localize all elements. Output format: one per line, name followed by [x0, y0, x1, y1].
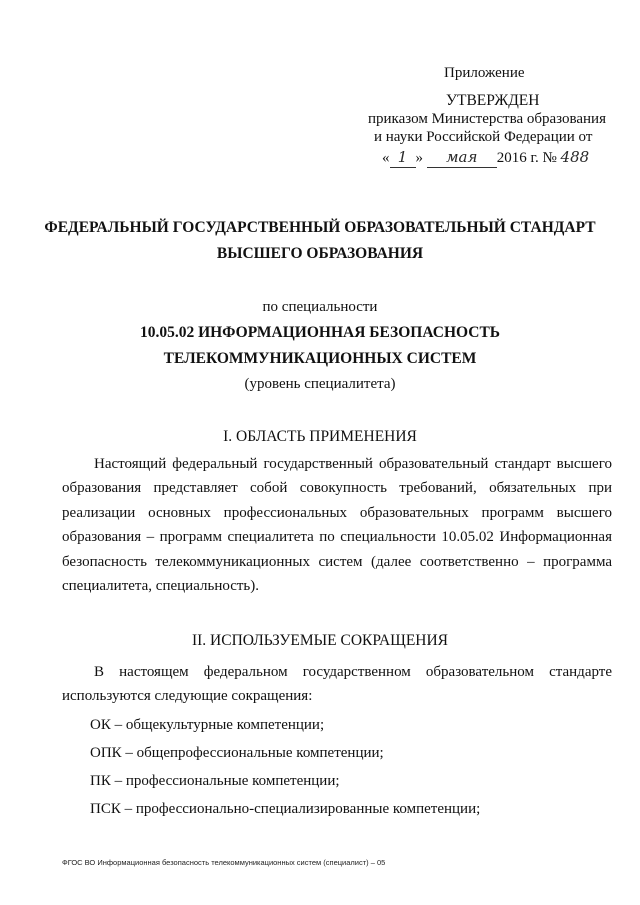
appendix-label: Приложение [444, 65, 525, 81]
date-year-number-label: 2016 г. № [496, 150, 557, 166]
date-close-quote: » [415, 150, 423, 166]
document-title-line-1: ФЕДЕРАЛЬНЫЙ ГОСУДАРСТВЕННЫЙ ОБРАЗОВАТЕЛЬНЫЙ СТАНДАРТ [44, 219, 596, 236]
specialty-name-line-1: 10.05.02 ИНФОРМАЦИОННАЯ БЕЗОПАСНОСТЬ [139, 324, 501, 341]
list-item: ОК – общекультурные компетенции; [90, 717, 325, 733]
list-item: ОПК – общепрофессиональные компетенции; [90, 745, 384, 761]
section-2-intro: В настоящем федеральном государственном образовательном стандарте используются следующие сокращения: [62, 664, 612, 705]
handwritten-month: мая [427, 148, 497, 168]
section-2-heading: II. ИСПОЛЬЗУЕМЫЕ СОКРАЩЕНИЯ [191, 632, 449, 649]
handwritten-day: 1 [390, 148, 416, 168]
section-1-text: Настоящий федеральный государственный образовательный стандарт высшего образования представляет собой совокупность требований, обязательных при реализации основных профессиональных образовательных программ высшего образования – программ специалитета по специальности 10.05.02 Информационная безопасность телекоммуникационных систем (далее соответственно – программа специалитета, специальность). [62, 456, 612, 595]
approval-line-1: приказом Министерства образования [368, 111, 606, 127]
document-title-line-2: ВЫСШЕГО ОБРАЗОВАНИЯ [216, 245, 424, 262]
section-1-heading: I. ОБЛАСТЬ ПРИМЕНЕНИЯ [223, 428, 417, 445]
list-item: ПСК – профессионально-специализированные компетенции; [90, 801, 481, 817]
page-footer: ФГОС ВО Информационная безопасность телекоммуникационных систем (специалист) – 05 [62, 858, 386, 867]
specialty-intro: по специальности [262, 299, 378, 315]
date-open-quote: « [382, 150, 390, 166]
specialty-level: (уровень специалитета) [244, 376, 396, 392]
abbreviation-list [90, 711, 480, 823]
section-2-intro-paragraph [62, 660, 612, 709]
handwritten-order-number: 488 [560, 148, 590, 166]
list-item: ПК – профессиональные компетенции; [90, 773, 340, 789]
approval-line-2: и науки Российской Федерации от [374, 129, 593, 145]
approval-date-line [382, 148, 597, 168]
approved-label: УТВЕРЖДЕН [446, 92, 540, 109]
specialty-name-line-2: ТЕЛЕКОММУНИКАЦИОННЫХ СИСТЕМ [163, 350, 477, 367]
section-1-paragraph [62, 452, 612, 598]
